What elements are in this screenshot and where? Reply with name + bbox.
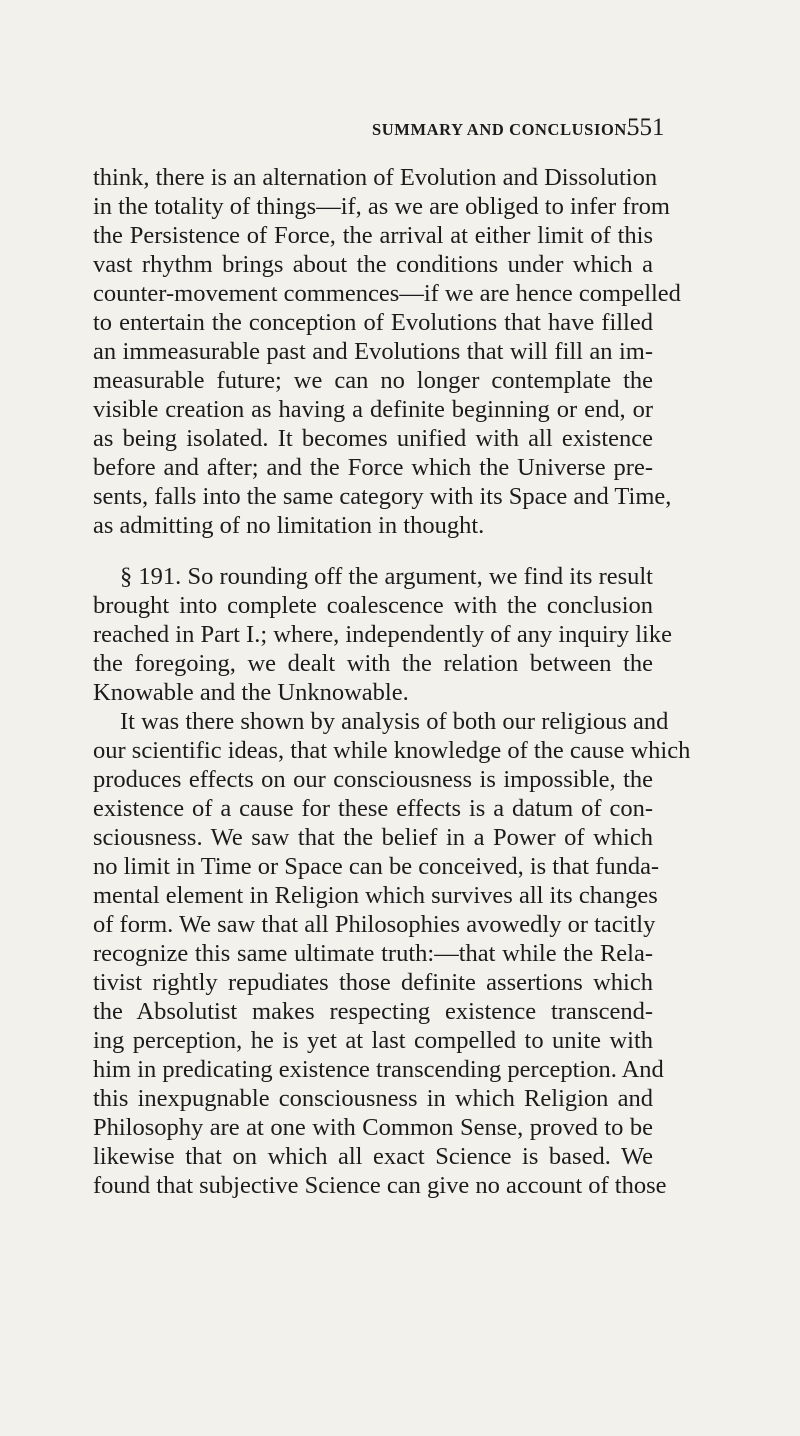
text-line: think, there is an alternation of Evolution and Dissolution [93, 164, 658, 191]
text-line: an immeasurable past and Evolutions that will fill an im- [93, 338, 653, 365]
text-line: Philosophy are at one with Common Sense, proved to be [93, 1114, 653, 1141]
text-line: in the totality of things—if, as we are obliged to infer from [93, 193, 670, 220]
text-line: him in predicating existence transcending perception. And [93, 1056, 664, 1083]
text-line: visible creation as having a definite beginning or end, or [93, 396, 653, 423]
text-line: no limit in Time or Space can be conceived, is that funda- [93, 853, 660, 880]
text-line: Knowable and the Unknowable. [93, 679, 409, 706]
text-line: brought into complete coalescence with the conclusion [93, 592, 653, 619]
text-line: mental element in Religion which survives all its changes [93, 882, 658, 909]
text-line: our scientific ideas, that while knowledge of the cause which [93, 737, 691, 764]
text-line: this inexpugnable consciousness in which Religion and [93, 1085, 653, 1112]
text-line: counter-movement commences—if we are hence compelled [93, 280, 681, 307]
text-line: as being isolated. It becomes unified with all existence [93, 425, 653, 452]
text-line: existence of a cause for these effects is a datum of con- [93, 795, 653, 822]
text-line: § 191. So rounding off the argument, we find its result [120, 563, 653, 590]
text-line: as admitting of no limitation in thought. [93, 512, 485, 539]
text-line: the Absolutist makes respecting existence transcend- [93, 998, 653, 1025]
text-line: sciousness. We saw that the belief in a Power of which [93, 824, 653, 851]
page-number: 551 [627, 114, 665, 141]
text-line: vast rhythm brings about the conditions under which a [93, 251, 653, 278]
text-line: recognize this same ultimate truth:—that while the Rela- [93, 940, 653, 967]
text-line: measurable future; we can no longer contemplate the [93, 367, 653, 394]
text-line: the Persistence of Force, the arrival at either limit of this [93, 222, 653, 249]
text-line: likewise that on which all exact Science is based. We [93, 1143, 653, 1170]
text-line: the foregoing, we dealt with the relation between the [93, 650, 653, 677]
text-line: produces effects on our consciousness is impossible, the [93, 766, 653, 793]
text-line: tivist rightly repudiates those definite assertions which [93, 969, 653, 996]
text-line: of form. We saw that all Philosophies avowedly or tacitly [93, 911, 656, 938]
text-line: before and after; and the Force which the Universe pre- [93, 454, 653, 481]
text-line: found that subjective Science can give no account of those [93, 1172, 667, 1199]
text-line: sents, falls into the same category with its Space and Time, [93, 483, 672, 510]
text-line: to entertain the conception of Evolutions that have filled [93, 309, 653, 336]
text-line: It was there shown by analysis of both our religious and [120, 708, 669, 735]
page-header [0, 112, 800, 148]
text-line: ing perception, he is yet at last compelled to unite with [93, 1027, 653, 1054]
running-head: SUMMARY AND CONCLUSION. [372, 120, 632, 139]
text-line: reached in Part I.; where, independently of any inquiry like [93, 621, 672, 648]
